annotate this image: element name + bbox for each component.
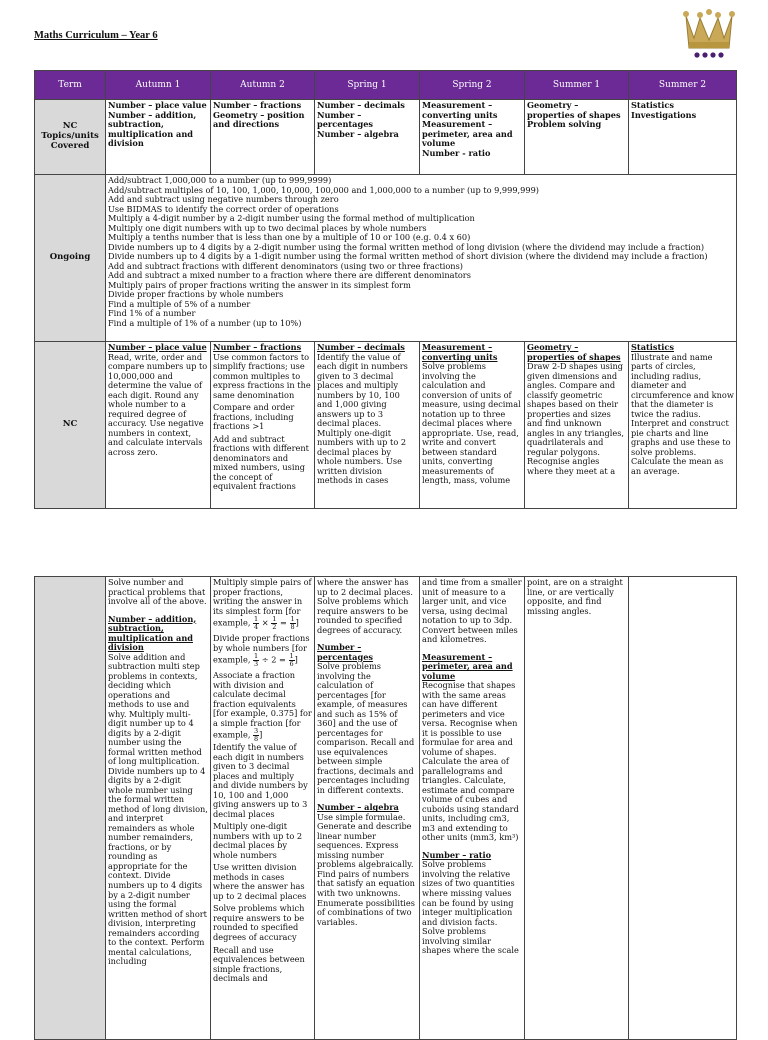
- topic: Number – algebra: [317, 128, 399, 139]
- nc-text: Identify the value of each digit in numbers given to 3 decimal places and multiply numbers by 10, 100 and 1,000 giving answers up to 3 decimal places. Multiply one-digit numbers with up to 2 decimal places by whole numbers. Use written division methods in cases: [317, 351, 408, 486]
- fraction: $\frac{1}{2}$: [272, 615, 277, 632]
- nc-text: point, are on a straight line, or are vertically opposite, and find missing angles.: [527, 577, 623, 616]
- nc-text: Add and subtract fractions with different denominators and mixed numbers, using the concept of equivalent fractions: [213, 433, 309, 492]
- topic: Number – percentages: [317, 109, 374, 130]
- ongoing-item: Find a multiple of 1% of a number (up to 10%): [108, 317, 302, 328]
- nc-heading: Number – algebra: [317, 802, 399, 813]
- curriculum-table: [34, 70, 737, 509]
- fraction: $\frac{1}{3}$: [254, 652, 259, 669]
- ongoing-item: Find 1% of a number: [108, 308, 196, 319]
- covered-summer2: [629, 100, 737, 175]
- column-header-summer2: Summer 2: [629, 71, 737, 100]
- topic: Investigations: [631, 109, 697, 120]
- ongoing-item: Find a multiple of 5% of a number: [108, 298, 251, 309]
- nc-text: Draw 2-D shapes using given dimensions and angles. Compare and classify geometric shapes based on their properties and sizes and find unknown angles in any triangles, quadrilaterals and regular polygons. Recognise angles where they meet at a: [527, 361, 625, 476]
- nc-autumn2: [211, 342, 315, 509]
- nc-text: Solve problems involving the calculation of percentages [for example, of measures and such as 15% of 360] and the use of percentages for comparison. Recall and use equivalences between simple fractions, decimals and percentages including in different contexts.: [317, 661, 415, 795]
- column-header-spring2: Spring 2: [420, 71, 525, 100]
- ongoing-objectives: [106, 175, 737, 342]
- nc-heading: Measurement – perimeter, area and volume: [422, 651, 513, 681]
- covered-autumn2: [211, 100, 315, 175]
- nc-text: Compare and order fractions, including fractions >1: [213, 402, 295, 432]
- ongoing-item: Use BIDMAS to identify the correct order of operations: [108, 203, 339, 214]
- nc-summer1: [525, 342, 629, 509]
- ongoing-item: Divide numbers up to 4 digits by a 1-digit number using the formal written method of short division (where the dividend may include a fraction): [108, 251, 708, 262]
- ongoing-item: Add and subtract fractions with different denominators (using two or three fractions): [108, 260, 463, 271]
- row-label-ongoing: Ongoing: [35, 175, 106, 342]
- covered-autumn1: [106, 100, 211, 175]
- nc-heading: Number – place value: [108, 342, 207, 352]
- topic: Measurement – perimeter, area and volume: [422, 119, 513, 149]
- nc-text: Solve problems involving the calculation and conversion of units of measure, using decimal notation up to three decimal places where appropriate. Use, read, write and convert between standard units, converting measurements of length, mass, volume: [422, 361, 521, 486]
- ongoing-item: Add and subtract using negative numbers through zero: [108, 194, 339, 205]
- topic: Statistics: [631, 100, 674, 110]
- nc-text: and time from a smaller unit of measure to a larger unit, and vice versa, using decimal notation to up to 3dp. Convert between miles and kilometres.: [422, 577, 522, 645]
- nc-cont-summer2: [629, 577, 737, 1040]
- nc-text: Solve number and practical problems that involve all of the above.: [108, 577, 207, 607]
- column-header-autumn1: Autumn 1: [106, 71, 211, 100]
- topic: Geometry – properties of shapes: [527, 100, 621, 120]
- covered-summer1: [525, 100, 629, 175]
- nc-text: Solve addition and subtraction multi step problems in contexts, deciding which operations and methods to use and why. Multiply multi-digit number up to 4 digits by a 2-digit number using the formal written method of long multiplication. Divide numbers up to 4 digits by a 2-digit whole number using the formal written method of long division, and interpret remainders as whole number remainders, fractions, or by rounding as appropriate for the context. Divide numbers up to 4 digits by a 2-digit number using the formal written method of short division, interpreting remainders according to the context. Perform mental calculations, including: [108, 651, 208, 967]
- ongoing-item: Divide numbers up to 4 digits by a 2-digit number using the formal written method of long division (where the dividend may include a fraction): [108, 241, 705, 252]
- covered-row: [35, 100, 737, 175]
- nc-cont-autumn1: [106, 577, 211, 1040]
- fraction: $\frac{1}{6}$: [289, 652, 294, 669]
- fraction: $\frac{3}{8}$: [254, 727, 259, 744]
- ongoing-item: Multiply a 4-digit number by a 2-digit number using the formal method of multiplication: [108, 213, 475, 224]
- nc-text: Divide proper fractions by whole numbers [for example, $\frac{1}{3}$ ÷ 2 = $\frac{1}{6}$ ]: [213, 633, 310, 669]
- nc-spring2: [420, 342, 525, 509]
- row-label-covered: NC Topics/units Covered: [35, 100, 106, 175]
- topic: Number – addition, subtraction, multiplication and division: [108, 109, 197, 149]
- fraction: $\frac{1}{4}$: [254, 615, 259, 632]
- curriculum-table-continued: [34, 576, 737, 1040]
- ongoing-row: [35, 175, 737, 342]
- ongoing-item: Add/subtract multiples of 10, 100, 1,000, 10,000, 100,000 and 1,000,000 to a number (up to 9,999,999): [108, 184, 539, 195]
- nc-text: Read, write, order and compare numbers up to 10,000,000 and determine the value of each digit. Round any whole number to a required degree of accuracy. Use negative numbers in context, and calculate intervals across zero.: [108, 351, 208, 457]
- crown-logo-icon: [680, 4, 738, 60]
- nc-cont-summer1: [525, 577, 629, 1040]
- nc-heading: Number – ratio: [422, 849, 492, 860]
- fraction: $\frac{1}{8}$: [290, 615, 295, 632]
- nc-text: Use simple formulae. Generate and describe linear number sequences. Express missing number problems algebraically. Find pairs of numbers that satisfy an equation with two unknowns. Enumerate possibilities of combinations of two variables.: [317, 811, 415, 927]
- topic: Number - ratio: [422, 147, 491, 158]
- nc-heading: Number – decimals: [317, 342, 405, 352]
- column-header-summer1: Summer 1: [525, 71, 629, 100]
- topic: Problem solving: [527, 119, 602, 130]
- nc-text: Recall and use equivalences between simple fractions, decimals and: [213, 944, 305, 984]
- table-header-row: [35, 71, 737, 100]
- row-label-empty: [35, 577, 106, 1040]
- nc-heading: Number – percentages: [317, 642, 374, 662]
- operator: ×: [261, 617, 269, 628]
- column-header-term: Term: [35, 71, 106, 100]
- nc-row: [35, 342, 737, 509]
- nc-cont-spring2: [420, 577, 525, 1040]
- covered-spring2: [420, 100, 525, 175]
- nc-text: Identify the value of each digit in numbers given to 3 decimal places and multiply and divide numbers by 10, 100 and 1,000 giving answers up to 3 decimal places: [213, 742, 308, 819]
- nc-heading: Geometry – properties of shapes: [527, 342, 621, 362]
- topic: Number – place value: [108, 100, 207, 110]
- nc-text: Solve problems which require answers to be rounded to specified degrees of accuracy: [213, 903, 305, 942]
- nc-cont-autumn2: Multiply simple pairs of proper fractions, writing the answer in its simplest form [for example, $\frac{1}{4}$ × $\frac{1}{2}$ = $\frac{1}{8}$ ] Divide proper fractions by whole numbers [for example, $\frac{1}{3}$ ÷ 2 = $\frac{1}{6}$ ] Associate a fraction with division and calculate decimal fraction equivalents [for example, 0.375] for a simple fraction [for example, $\frac{3}{8}$ ] Identify the value of each digit in numbers given to 3 decimal places and multiply and divide numbers by 10, 100 and 1,000 giving answers up to 3 decimal places Multiply one-digit numbers with up to 2 decimal places by whole numbers Use written division methods in cases where the answer has up to 2 decimal places Solve problems which require answers to be rounded to specified degrees of accuracy Recall and use equivalences between simple fractions, decimals and: [211, 577, 315, 1040]
- covered-spring1: [315, 100, 420, 175]
- nc-text: Use common factors to simplify fractions; use common multiples to express fractions in the same denomination: [213, 351, 311, 400]
- nc-cont-spring1: [315, 577, 420, 1040]
- ongoing-item: Multiply one digit numbers with up to two decimal places by whole numbers: [108, 222, 427, 233]
- nc-spring1: [315, 342, 420, 509]
- nc-text: Multiply one-digit numbers with up to 2 decimal places by whole numbers: [213, 821, 303, 860]
- ongoing-item: Multiply pairs of proper fractions writing the answer in its simplest form: [108, 279, 411, 290]
- ongoing-item: Add and subtract a mixed number to a fraction where there are different denominators: [108, 270, 471, 281]
- nc-heading: Number – fractions: [213, 342, 302, 352]
- topic: Number – fractions: [213, 100, 302, 110]
- nc-summer2: [629, 342, 737, 509]
- topic: Number – decimals: [317, 100, 405, 110]
- nc-autumn1: [106, 342, 211, 509]
- topic: Measurement – converting units: [422, 100, 498, 120]
- nc-text: where the answer has up to 2 decimal places. Solve problems which require answers to be rounded to specified degrees of accuracy.: [317, 577, 413, 635]
- ongoing-item: Divide proper fractions by whole numbers: [108, 289, 284, 300]
- nc-heading: Measurement – converting units: [422, 342, 498, 362]
- row-label-nc: NC: [35, 342, 106, 509]
- topic: Geometry – position and directions: [213, 109, 305, 130]
- nc-text: Use written division methods in cases where the answer has up to 2 decimal places: [213, 862, 307, 901]
- nc-text: Illustrate and name parts of circles, including radius, diameter and circumference and know that the diameter is twice the radius. Interpret and construct pie charts and line graphs and use these to solve problems. Calculate the mean as an average.: [631, 351, 734, 476]
- nc-text: Associate a fraction with division and calculate decimal fraction equivalents [for example, 0.375] for a simple fraction [for example, $\frac{3}{8}$ ]: [213, 670, 312, 744]
- ongoing-item: Multiply a tenths number that is less than one by a multiple of 10 or 100 (e.g. 0.4 x 60): [108, 232, 471, 243]
- nc-row-continued: [35, 577, 737, 1040]
- nc-text: Multiply simple pairs of proper fractions, writing the answer in its simplest form [for example,: [213, 577, 312, 628]
- nc-text: Recognise that shapes with the same areas can have different perimeters and vice versa. Recognise when it is possible to use formulae for area and volume of shapes. Calculate the area of parallelograms and triangles. Calculate, estimate and compare volume of cubes and cuboids using standard units, including cm3, m3 and extending to other units (mm3, km³): [422, 680, 519, 843]
- operator: =: [280, 617, 287, 628]
- column-header-spring1: Spring 1: [315, 71, 420, 100]
- nc-heading: Number – addition, subtraction, multiplication and division: [108, 613, 197, 653]
- document-title: Maths Curriculum – Year 6: [34, 30, 158, 41]
- ongoing-item: Add/subtract 1,000,000 to a number (up to 999,9999): [108, 175, 332, 185]
- operator: ÷ 2 =: [261, 654, 286, 665]
- column-header-autumn2: Autumn 2: [211, 71, 315, 100]
- nc-heading: Statistics: [631, 342, 674, 352]
- nc-text: Solve problems involving the relative sizes of two quantities where missing values can be found by using integer multiplication and division facts. Solve problems involving similar shapes where the scale: [422, 859, 519, 956]
